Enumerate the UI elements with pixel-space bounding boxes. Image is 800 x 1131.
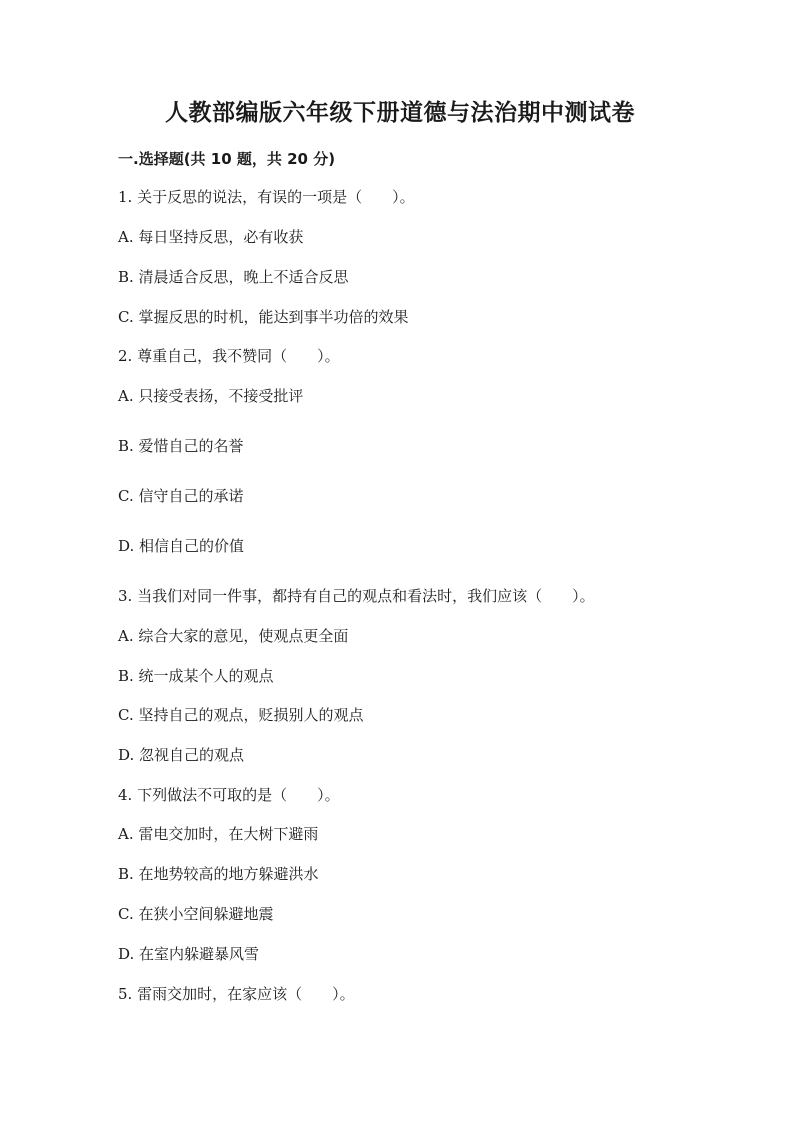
option-text: B. 清晨适合反思，晚上不适合反思 xyxy=(118,268,349,286)
question-stem: 3. 当我们对同一件事，都持有自己的观点和看法时，我们应该（ ）。 xyxy=(118,587,595,605)
option-text: D. 相信自己的价值 xyxy=(118,537,245,555)
option-text: A. 雷电交加时，在大树下避雨 xyxy=(118,825,319,843)
question-stem: 4. 下列做法不可取的是（ ）。 xyxy=(118,786,340,804)
option-text: A. 只接受表扬，不接受批评 xyxy=(118,387,304,405)
section-heading: 一.选择题(共 10 题，共 20 分) xyxy=(118,150,336,168)
option-text: B. 统一成某个人的观点 xyxy=(118,667,274,685)
question-stem: 5. 雷雨交加时，在家应该（ ）。 xyxy=(118,985,355,1003)
option-text: B. 爱惜自己的名誉 xyxy=(118,437,244,455)
option-text: B. 在地势较高的地方躲避洪水 xyxy=(118,865,319,883)
option-text: C. 在狭小空间躲避地震 xyxy=(118,905,274,923)
option-text: A. 综合大家的意见，使观点更全面 xyxy=(118,627,349,645)
question-stem: 1. 关于反思的说法，有误的一项是（ ）。 xyxy=(118,188,415,206)
question-stem: 2. 尊重自己，我不赞同（ ）。 xyxy=(118,347,340,365)
option-text: D. 在室内躲避暴风雪 xyxy=(118,945,260,963)
option-text: C. 信守自己的承诺 xyxy=(118,487,244,505)
option-text: C. 掌握反思的时机，能达到事半功倍的效果 xyxy=(118,308,409,326)
option-text: D. 忽视自己的观点 xyxy=(118,746,245,764)
option-text: A. 每日坚持反思，必有收获 xyxy=(118,228,304,246)
page-title: 人教部编版六年级下册道德与法治期中测试卷 xyxy=(165,99,635,126)
option-text: C. 坚持自己的观点，贬损别人的观点 xyxy=(118,706,364,724)
